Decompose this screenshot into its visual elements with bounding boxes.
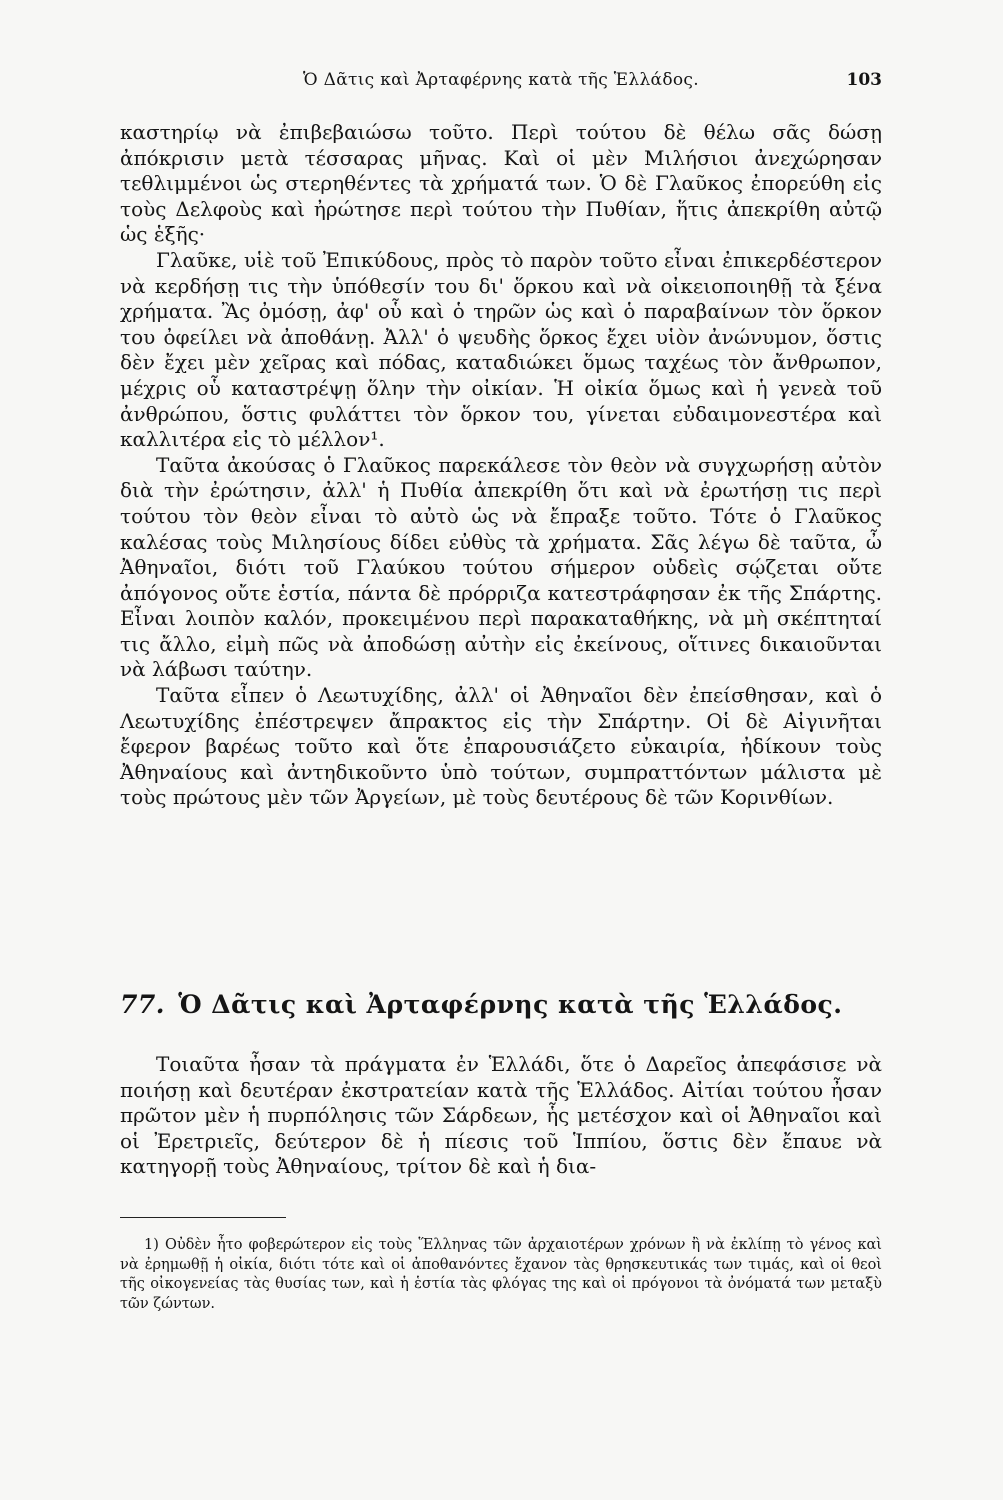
page-number: 103 — [846, 70, 882, 90]
paragraph: Γλαῦκε, υἱὲ τοῦ Ἐπικύδους, πρὸς τὸ παρὸν τοῦτο εἶναι ἐπικερδέστερον νὰ κερδήσῃ τις τὴν ὑπόθεσίν του δι' ὅρκου καὶ νὰ οἰκειοποιηθῇ τὰ ξένα χρήματα. Ἂς ὀμόσῃ, ἀφ' οὗ καὶ ὁ τηρῶν ὡς καὶ ὁ παραβαίνων τὸν ὅρκον του ὀφείλει νὰ ἀποθάνῃ. Ἀλλ' ὁ ψευδὴς ὅρκος ἔχει υἱὸν ἀνώνυμον, ὅστις δὲν ἔχει μὲν χεῖρας καὶ πόδας, καταδιώκει ὅμως ταχέως τὸν ἄνθρωπον, μέχρις οὗ καταστρέψῃ ὅλην τὴν οἰκίαν. Ἡ οἰκία ὅμως καὶ ἡ γενεὰ τοῦ ἀνθρώπου, ὅστις φυλάττει τὸν ὅρκον του, γίνεται εὐδαιμονεστέρα καὶ καλλιτέρα εἰς τὸ μέλλον¹. — [120, 247, 882, 452]
footnote-divider — [120, 1217, 286, 1218]
paragraph: Ταῦτα εἶπεν ὁ Λεωτυχίδης, ἀλλ' οἱ Ἀθηναῖοι δὲν ἐπείσθησαν, καὶ ὁ Λεωτυχίδης ἐπέστρεψεν ἄπρακτος εἰς τὴν Σπάρτην. Οἱ δὲ Αἰγινῆται ἔφερον βαρέως τοῦτο καὶ ὅτε ἐπαρουσιάζετο εὐκαιρία, ἠδίκουν τοὺς Ἀθηναίους καὶ ἀντηδικοῦντο ὑπὸ τούτων, συμπραττόντων μάλιστα μὲ τοὺς πρώτους μὲν τῶν Ἀργείων, μὲ τοὺς δευτέρους δὲ τῶν Κορινθίων. — [120, 683, 882, 810]
paragraph: καστηρίῳ νὰ ἐπιβεβαιώσω τοῦτο. Περὶ τούτου δὲ θέλω σᾶς δώσῃ ἀπόκρισιν μετὰ τέσσαρας μῆνας. Καὶ οἱ μὲν Μιλήσιοι ἀνεχώρησαν τεθλιμμένοι ὡς στερηθέντες τὰ χρήματά των. Ὁ δὲ Γλαῦκος ἐπορεύθη εἰς τοὺς Δελφοὺς καὶ ἠρώτησε περὶ τούτου τὴν Πυθίαν, ἥτις ἀπεκρίθη αὐτῷ ὡς ἑξῆς· — [120, 120, 882, 247]
section-heading — [120, 990, 882, 1019]
footnote-text: Οὐδὲν ἦτο φοβερώτερον εἰς τοὺς Ἕλληνας τῶν ἀρχαιοτέρων χρόνων ἢ νὰ ἐκλίπῃ τὸ γένος καὶ νὰ ἐρημωθῇ ἡ οἰκία, διότι τότε καὶ οἱ ἀποθανόντες ἔχανον τὰς θρησκευτικάς των τιμάς, καὶ οἱ θεοὶ τῆς οἰκογενείας τὰς θυσίας των, καὶ ἡ ἑστία τὰς φλόγας της καὶ οἱ πρόγονοι τὰ ὀνόματά των μεταξὺ τῶν ζώντων. — [120, 1237, 882, 1312]
footnote — [120, 1236, 882, 1314]
paragraph: Ταῦτα ἀκούσας ὁ Γλαῦκος παρεκάλεσε τὸν θεὸν νὰ συγχωρήσῃ αὐτὸν διὰ τὴν ἐρώτησιν, ἀλλ' ἡ Πυθία ἀπεκρίθη ὅτι καὶ νὰ ἐρωτήσῃ τις περὶ τούτου τὸν θεὸν εἶναι τὸ αὐτὸ ὡς νὰ ἔπραξε τοῦτο. Τότε ὁ Γλαῦκος καλέσας τοὺς Μιλησίους δίδει εὐθὺς τὰ χρήματα. Σᾶς λέγω δὲ ταῦτα, ὦ Ἀθηναῖοι, διότι τοῦ Γλαύκου τούτου σήμερον οὐδεὶς σῴζεται οὔτε ἀπόγονος οὔτε ἑστία, πάντα δὲ πρόρριζα κατεστράφησαν ἐκ τῆς Σπάρτης. Εἶναι λοιπὸν καλόν, προκειμένου περὶ παρακαταθήκης, νὰ μὴ σκέπτηταί τις ἄλλο, εἰμὴ πῶς νὰ ἀποδώσῃ αὐτὴν εἰς ἐκείνους, οἵτινες δικαιοῦνται νὰ λάβωσι ταύτην. — [120, 452, 882, 682]
footnote-marker: 1) — [144, 1237, 159, 1253]
section-paragraph: Τοιαῦτα ἦσαν τὰ πράγματα ἐν Ἑλλάδι, ὅτε ὁ Δαρεῖος ἀπεφάσισε νὰ ποιήσῃ καὶ δευτέραν ἐκστρατείαν κατὰ τῆς Ἑλλάδος. Αἰτίαι τούτου ἦσαν πρῶτον μὲν ἡ πυρπόλησις τῶν Σάρδεων, ἧς μετέσχον καὶ οἱ Ἀθηναῖοι καὶ οἱ Ἐρετριεῖς, δεύτερον δὲ ἡ πίεσις τοῦ Ἱππίου, ὅστις δὲν ἔπαυε νὰ κατηγορῇ τοὺς Ἀθηναίους, τρίτον δὲ καὶ ἡ δια- — [120, 1052, 882, 1179]
running-head: Ὁ Δᾶτις καὶ Ἀρταφέρνης κατὰ τῆς Ἑλλάδος. — [303, 70, 699, 90]
section-number: 77. — [120, 990, 165, 1019]
section-title: Ὁ Δᾶτις καὶ Ἀρταφέρνης κατὰ τῆς Ἑλλάδος. — [178, 990, 843, 1019]
body-text — [120, 120, 882, 811]
